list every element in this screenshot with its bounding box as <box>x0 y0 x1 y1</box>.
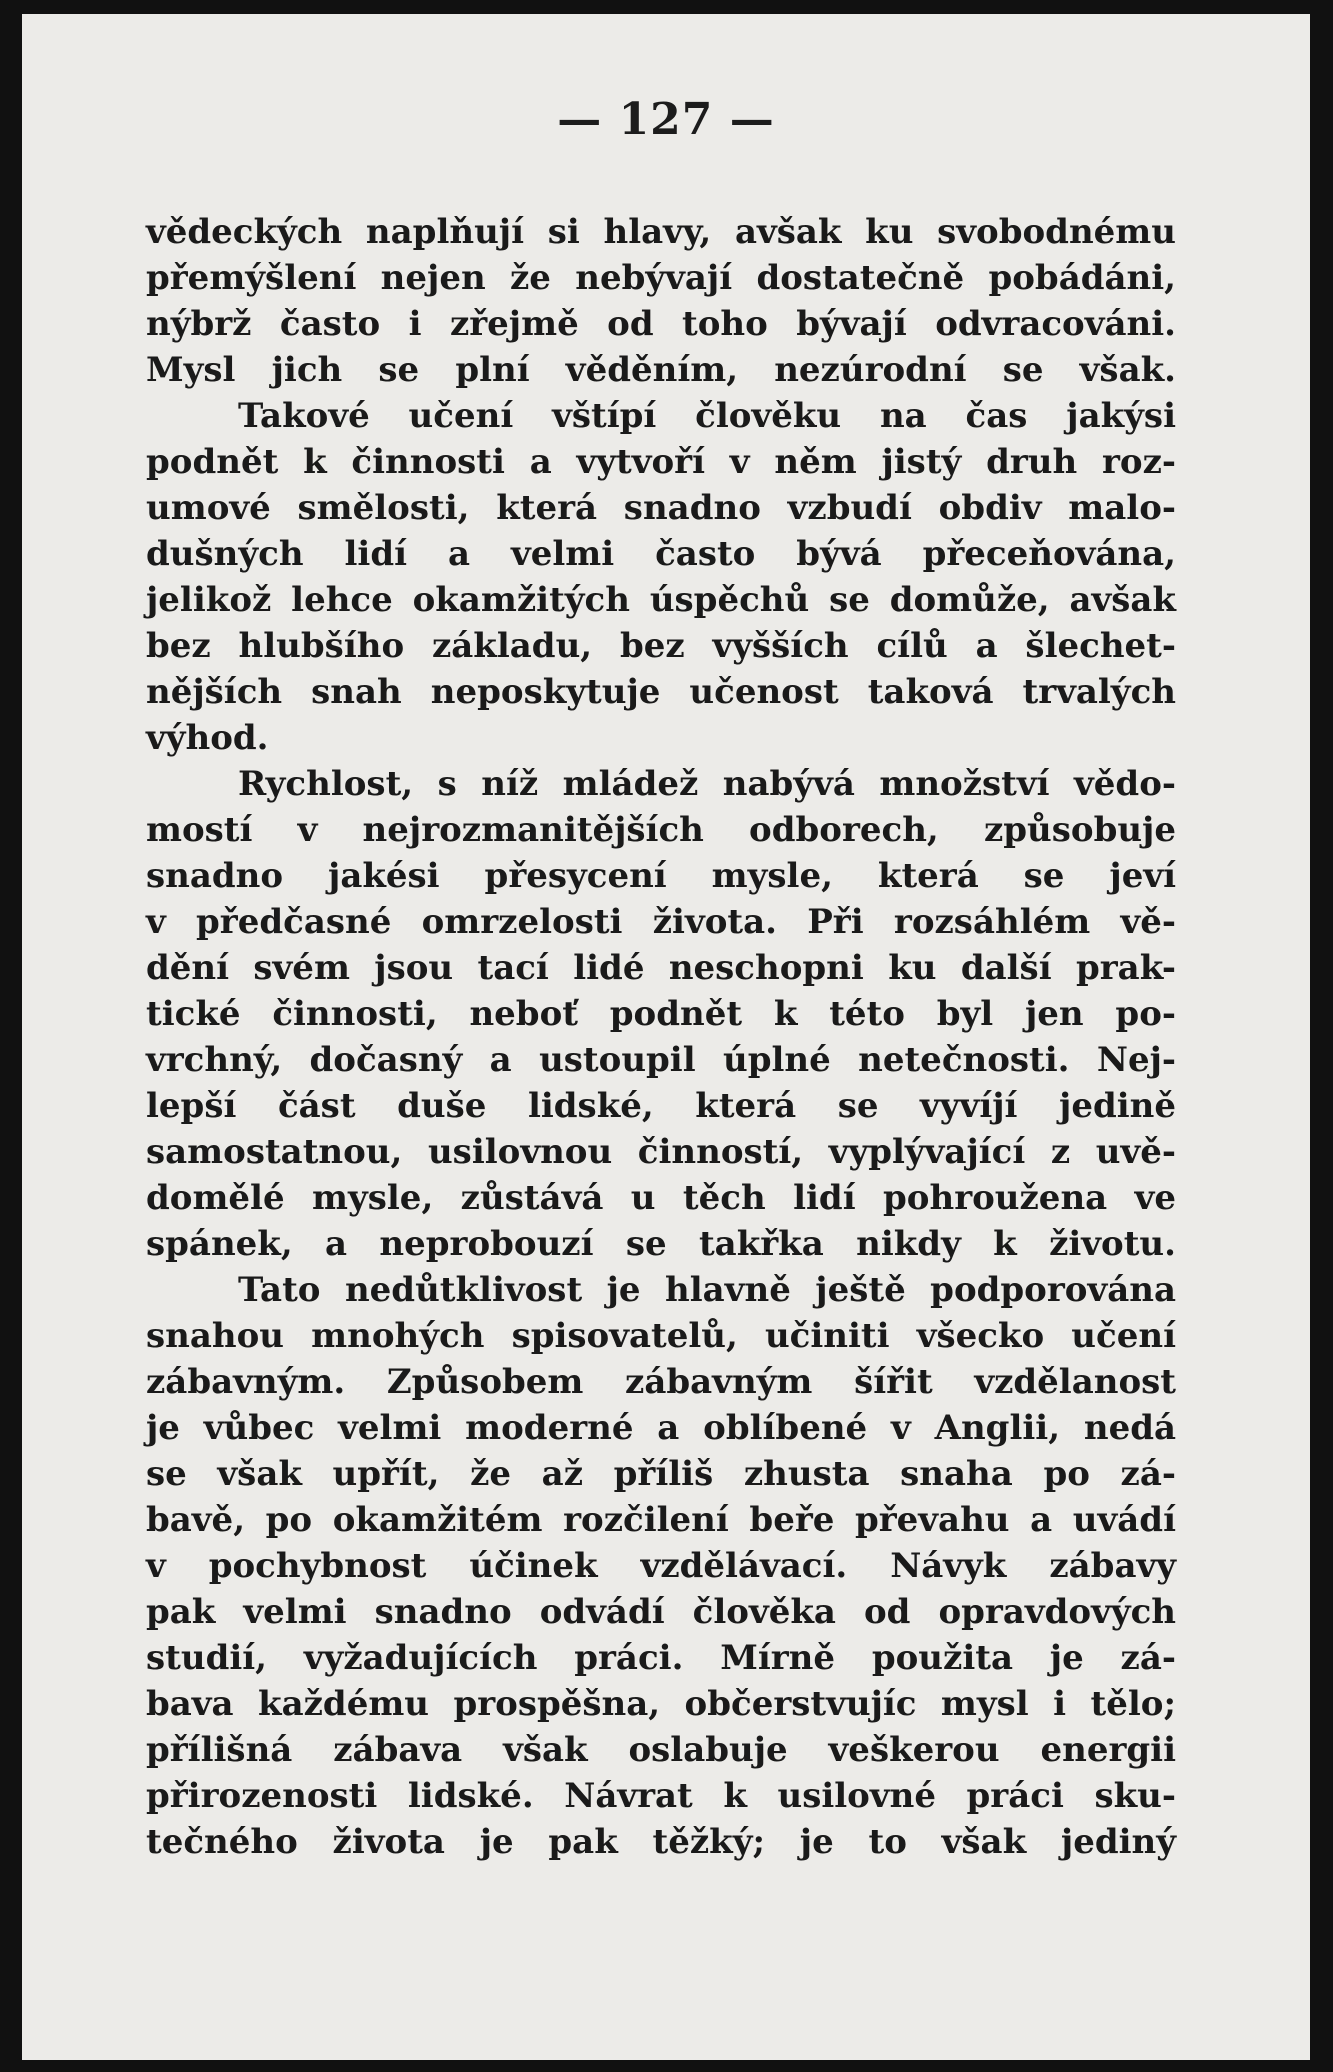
text-line: bava každému prospěšna, občerstvujíc mysl i tělo; <box>146 1684 1176 1724</box>
text-line: nýbrž často i zřejmě od toho bývají odvracováni. <box>146 304 1176 344</box>
text-line: přirozenosti lidské. Návrat k usilovné práci sku- <box>146 1776 1176 1816</box>
paragraph-start-line: Tato nedůtklivost je hlavně ještě podporována <box>238 1270 1176 1310</box>
text-line: umové smělosti, která snadno vzbudí obdiv malo- <box>146 488 1176 528</box>
book-page <box>22 14 1310 2060</box>
text-line: bavě, po okamžitém rozčilení beře převahu a uvádí <box>146 1500 1176 1540</box>
text-line: domělé mysle, zůstává u těch lidí pohroužena ve <box>146 1178 1176 1218</box>
body-text <box>146 209 1176 1865</box>
text-line: snahou mnohých spisovatelů, učiniti všecko učení <box>146 1316 1176 1356</box>
page-number: — 127 — <box>557 94 775 145</box>
paragraph-end-line: spánek, a neprobouzí se takřka nikdy k životu. <box>146 1224 1176 1264</box>
text-line: v pochybnost účinek vzdělávací. Návyk zábavy <box>146 1546 1176 1586</box>
paragraph-start-line: Takové učení vštípí člověku na čas jakýsi <box>238 396 1176 436</box>
text-line: mostí v nejrozmanitějších odborech, způsobuje <box>146 810 1176 850</box>
text-line: se však upřít, že až příliš zhusta snaha po zá- <box>146 1454 1176 1494</box>
text-line: studií, vyžadujících práci. Mírně použita je zá- <box>146 1638 1176 1678</box>
text-line: samostatnou, usilovnou činností, vyplývající z uvě- <box>146 1132 1176 1172</box>
paragraph-start-line: Rychlost, s níž mládež nabývá množství vědo- <box>238 764 1176 804</box>
text-line: tečného života je pak těžký; je to však jediný <box>146 1822 1176 1862</box>
text-line: dušných lidí a velmi často bývá přeceňována, <box>146 534 1176 574</box>
text-line: přemýšlení nejen že nebývají dostatečně pobádáni, <box>146 258 1176 298</box>
text-line: snadno jakési přesycení mysle, která se jeví <box>146 856 1176 896</box>
text-line: v předčasné omrzelosti života. Při rozsáhlém vě- <box>146 902 1176 942</box>
text-line: je vůbec velmi moderné a oblíbené v Anglii, nedá <box>146 1408 1176 1448</box>
text-line: zábavným. Způsobem zábavným šířit vzdělanost <box>146 1362 1176 1402</box>
text-line: přílišná zábava však oslabuje veškerou energii <box>146 1730 1176 1770</box>
text-line: pak velmi snadno odvádí člověka od opravdových <box>146 1592 1176 1632</box>
text-line: podnět k činnosti a vytvoří v něm jistý druh roz- <box>146 442 1176 482</box>
text-line: vědeckých naplňují si hlavy, avšak ku svobodnému <box>146 212 1176 252</box>
text-line: dění svém jsou tací lidé neschopni ku další prak- <box>146 948 1176 988</box>
paragraph-end-line: výhod. <box>146 718 269 758</box>
text-line: tické činnosti, neboť podnět k této byl jen po- <box>146 994 1176 1034</box>
text-line: bez hlubšího základu, bez vyšších cílů a šlechet- <box>146 626 1176 666</box>
text-line: Mysl jich se plní věděním, nezúrodní se však. <box>146 350 1176 390</box>
text-line: nějších snah neposkytuje učenost taková trvalých <box>146 672 1176 712</box>
text-line: vrchný, dočasný a ustoupil úplné netečnosti. Nej- <box>146 1040 1176 1080</box>
text-line: jelikož lehce okamžitých úspěchů se domůže, avšak <box>146 580 1176 620</box>
text-line: lepší část duše lidské, která se vyvíjí jedině <box>146 1086 1176 1126</box>
